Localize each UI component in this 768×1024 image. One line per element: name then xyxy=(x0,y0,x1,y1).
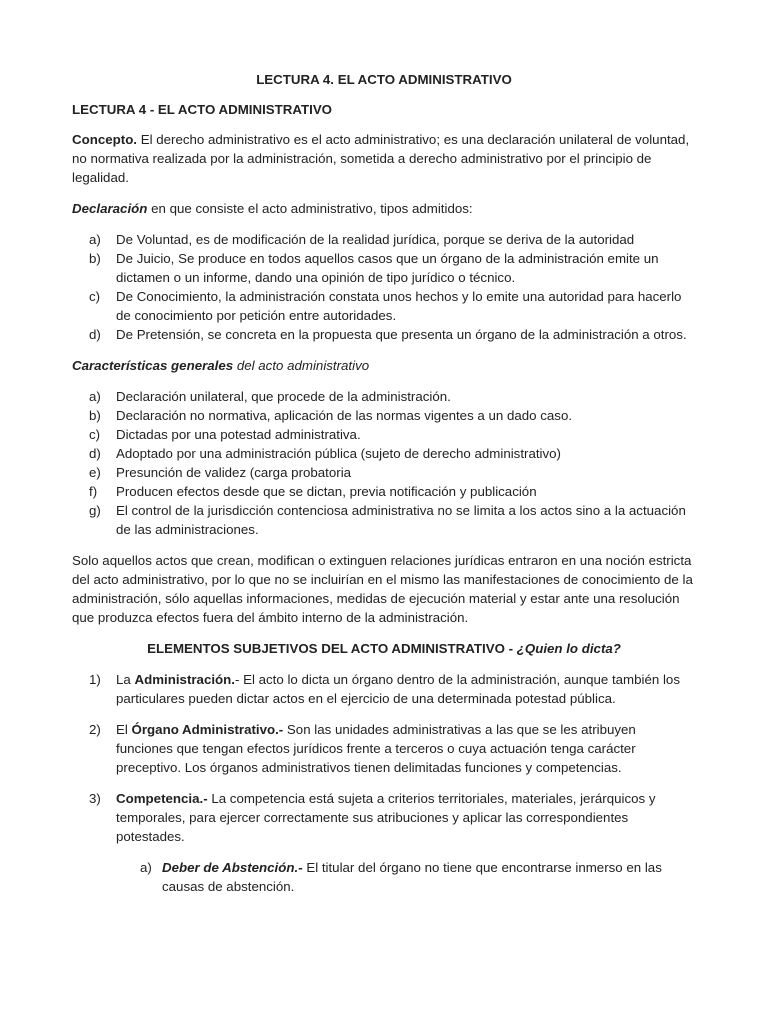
list-item xyxy=(72,230,696,249)
competencia-sublist xyxy=(72,858,696,896)
list-item-term: Órgano Administrativo.- xyxy=(131,722,284,737)
caracteristicas-label: Características generales xyxy=(72,358,234,373)
list-item-text: El control de la jurisdicción contenciosa administrativa no se limita a los actos sino a la actuación de las administraciones. xyxy=(116,503,686,537)
list-item xyxy=(72,482,696,501)
list-item-text: Producen efectos desde que se dictan, previa notificación y publicación xyxy=(116,484,537,499)
sub-list-item-term: Deber de Abstención.- xyxy=(162,860,303,875)
list-item-text: De Juicio, Se produce en todos aquellos casos que un órgano de la administración emite un dictamen o un informe, dando una opinión de tipo jurídico o técnico. xyxy=(116,251,659,285)
list-marker: a) xyxy=(140,860,152,875)
list-item-text: Adoptado por una administración pública (sujeto de derecho administrativo) xyxy=(116,446,561,461)
elementos-heading-text: ELEMENTOS SUBJETIVOS DEL ACTO ADMINISTRATIVO - xyxy=(147,641,517,656)
sub-list-item-text: El titular del órgano no tiene que encontrarse inmerso en las causas de abstención. xyxy=(162,860,662,894)
concepto-label: Concepto. xyxy=(72,132,138,147)
elementos-heading-question: ¿Quien lo dicta? xyxy=(516,641,621,656)
list-item-text: De Conocimiento, la administración constata unos hechos y lo emite una autoridad para hacerlo de conocimiento por petición entre autoridades. xyxy=(116,289,682,323)
list-item xyxy=(72,720,696,777)
list-item-text: Dictadas por una potestad administrativa. xyxy=(116,427,361,442)
declaracion-intro xyxy=(72,199,696,218)
caracteristicas-text: del acto administrativo xyxy=(233,358,370,373)
list-item xyxy=(72,444,696,463)
caracteristicas-intro xyxy=(72,356,696,375)
list-item xyxy=(72,425,696,444)
list-marker: a) xyxy=(89,389,101,404)
caracteristicas-list xyxy=(72,387,696,539)
section-heading: LECTURA 4 - EL ACTO ADMINISTRATIVO xyxy=(72,102,333,117)
declaracion-list xyxy=(72,230,696,344)
list-item-text: De Voluntad, es de modificación de la realidad jurídica, porque se deriva de la autoridad xyxy=(116,232,635,247)
list-marker: 1) xyxy=(89,672,101,687)
declaracion-text: en que consiste el acto administrativo, tipos admitidos: xyxy=(147,201,473,216)
list-item xyxy=(72,287,696,325)
list-marker: d) xyxy=(89,327,101,342)
list-item-term: Competencia.- xyxy=(116,791,208,806)
list-item-term: Administración. xyxy=(134,672,235,687)
list-item xyxy=(72,325,696,344)
list-item xyxy=(72,406,696,425)
list-item xyxy=(72,387,696,406)
list-item-text: Son las unidades administrativas a las que se les atribuyen funciones que tengan efectos jurídicos frente a terceros o cuya actuación tenga carácter preceptivo. Los órganos administrativos tienen delimitadas funciones y competencias. xyxy=(116,722,636,775)
list-marker: f) xyxy=(89,484,98,499)
list-item-text: La competencia está sujeta a criterios territoriales, materiales, jerárquicos y temporales, para ejercer correctamente sus atribuciones y aplicar las correspondientes potestades. xyxy=(116,791,656,844)
elementos-list xyxy=(72,670,696,846)
list-item-text: De Pretensión, se concreta en la propuesta que presenta un órgano de la administración a otros. xyxy=(116,327,687,342)
list-item xyxy=(72,249,696,287)
concepto-paragraph xyxy=(72,130,696,187)
list-item-prefix: La xyxy=(116,672,135,687)
body-paragraph: Solo aquellos actos que crean, modifican o extinguen relaciones jurídicas entraron en una noción estricta del acto administrativo, por lo que no se incluirían en el mismo las manifestaciones de conocimiento de la administración, sólo aquellas informaciones, medidas de ejecución material y estar ante una resolución que produzca efectos fuera del ámbito interno de la administración. xyxy=(72,553,693,625)
sub-list-item xyxy=(72,858,696,896)
list-marker: g) xyxy=(89,503,101,518)
list-marker: b) xyxy=(89,251,101,266)
list-item xyxy=(72,501,696,539)
concepto-text: El derecho administrativo es el acto administrativo; es una declaración unilateral de voluntad, no normativa realizada por la administración, sometida a derecho administrativo por el principio de legalidad. xyxy=(72,132,690,185)
list-marker: a) xyxy=(89,232,101,247)
list-marker: d) xyxy=(89,446,101,461)
list-marker: e) xyxy=(89,465,101,480)
list-item-text: Declaración no normativa, aplicación de las normas vigentes a un dado caso. xyxy=(116,408,573,423)
list-marker: b) xyxy=(89,408,101,423)
list-item xyxy=(72,463,696,482)
document-title: LECTURA 4. EL ACTO ADMINISTRATIVO xyxy=(256,72,512,87)
list-item-text: - El acto lo dicta un órgano dentro de la administración, aunque también los particulares pueden dictar actos en el ejercicio de una determinada potestad pública. xyxy=(116,672,680,706)
list-marker: 2) xyxy=(89,722,101,737)
list-item-text: Presunción de validez (carga probatoria xyxy=(116,465,352,480)
list-item xyxy=(72,789,696,846)
list-item xyxy=(72,670,696,708)
list-marker: 3) xyxy=(89,791,101,806)
list-item-prefix: El xyxy=(116,722,132,737)
list-marker: c) xyxy=(89,289,101,304)
list-marker: c) xyxy=(89,427,101,442)
declaracion-label: Declaración xyxy=(72,201,148,216)
elementos-heading xyxy=(72,639,696,658)
list-item-text: Declaración unilateral, que procede de la administración. xyxy=(116,389,451,404)
